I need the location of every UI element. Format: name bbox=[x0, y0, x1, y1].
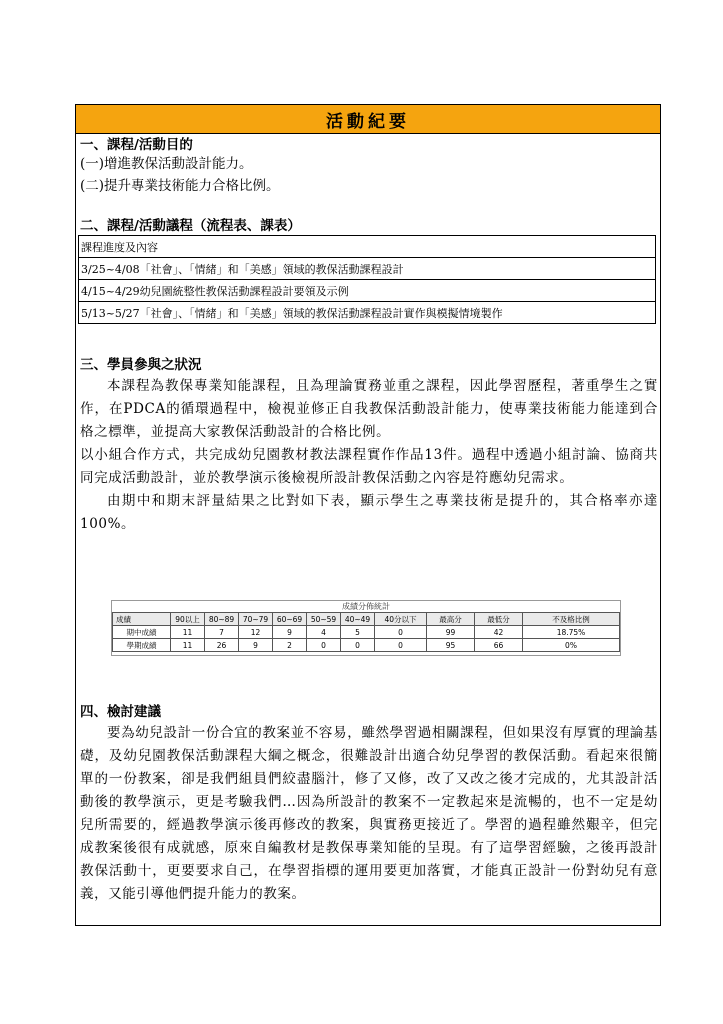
grade-cell: 7 bbox=[205, 626, 239, 639]
grade-header-cell: 60~69 bbox=[273, 613, 307, 626]
section3-paragraph-3: 由期中和期末評量結果之比對如下表，顯示學生之專業技術是提升的，其合格率亦達100%。 bbox=[80, 493, 658, 532]
grade-header-cell: 80~89 bbox=[205, 613, 239, 626]
grade-cell: 5 bbox=[341, 626, 375, 639]
schedule-cell: 課程進度及內容 bbox=[79, 236, 656, 258]
grade-table-caption: 成績分佈統計 bbox=[113, 601, 620, 613]
grade-cell: 26 bbox=[205, 639, 239, 652]
table-row bbox=[113, 626, 620, 639]
grade-cell: 66 bbox=[475, 639, 523, 652]
grade-cell: 0 bbox=[375, 639, 427, 652]
grade-cell: 0 bbox=[375, 626, 427, 639]
grade-cell: 期中成績 bbox=[113, 626, 171, 639]
schedule-cell: 3/25~4/08「社會」、「情緒」和「美感」領域的教保活動課程設計 bbox=[79, 258, 656, 280]
section1-item-2: (二)提升專業技術能力合格比例。 bbox=[80, 178, 280, 194]
grade-header-cell: 最低分 bbox=[475, 613, 523, 626]
section3-paragraph-1: 本課程為教保專業知能課程，且為理論實務並重之課程，因此學習歷程，著重學生之實作，在PDCA的循環過程中，檢視並修正自我教保活動設計能力，使專業技術能力能達到合格之標準，並提高大家教保活動設計的合格比例。 bbox=[80, 378, 658, 440]
grade-cell: 9 bbox=[239, 639, 273, 652]
grade-cell: 4 bbox=[307, 626, 341, 639]
grade-cell: 學期成績 bbox=[113, 639, 171, 652]
grade-cell: 11 bbox=[171, 626, 205, 639]
grade-cell: 0 bbox=[341, 639, 375, 652]
grade-cell: 18.75% bbox=[523, 626, 620, 639]
section2-heading: 二、課程/活動議程（流程表、課表） bbox=[80, 218, 301, 234]
grade-header-cell: 40分以下 bbox=[375, 613, 427, 626]
schedule-cell: 5/13~5/27「社會」、「情緒」和「美感」領域的教保活動課程設計實作與模擬情境製作 bbox=[79, 302, 656, 324]
grade-cell: 9 bbox=[273, 626, 307, 639]
schedule-cell: 4/15~4/29幼兒園統整性教保活動課程設計要領及示例 bbox=[79, 280, 656, 302]
grade-distribution-table bbox=[111, 600, 621, 656]
schedule-table bbox=[78, 235, 656, 324]
grade-header-cell: 90以上 bbox=[171, 613, 205, 626]
table-row bbox=[113, 613, 620, 626]
table-row bbox=[79, 280, 656, 302]
grade-cell: 99 bbox=[427, 626, 475, 639]
grade-header-cell: 70~79 bbox=[239, 613, 273, 626]
page-title: 活動紀要 bbox=[76, 105, 660, 134]
grade-cell: 2 bbox=[273, 639, 307, 652]
section3-body bbox=[80, 375, 658, 536]
section1-heading: 一、課程/活動目的 bbox=[80, 137, 193, 153]
section4-heading: 四、檢討建議 bbox=[80, 704, 161, 720]
grade-cell: 12 bbox=[239, 626, 273, 639]
grade-cell: 42 bbox=[475, 626, 523, 639]
grade-header-cell: 成績 bbox=[113, 613, 171, 626]
grade-header-cell: 50~59 bbox=[307, 613, 341, 626]
section4-body bbox=[80, 722, 658, 906]
section3-paragraph-2: 以小組合作方式，共完成幼兒園教材教法課程實作作品13件。過程中透過小組討論、協商共同完成活動設計，並於教學演示後檢視所設計教保活動之內容是符應幼兒需求。 bbox=[80, 447, 658, 486]
table-row bbox=[79, 236, 656, 258]
grade-header-cell: 不及格比例 bbox=[523, 613, 620, 626]
table-row bbox=[79, 258, 656, 280]
grade-header-cell: 40~49 bbox=[341, 613, 375, 626]
table-row bbox=[79, 302, 656, 324]
grade-cell: 0% bbox=[523, 639, 620, 652]
table-row bbox=[113, 639, 620, 652]
section4-paragraph: 要為幼兒設計一份合宜的教案並不容易，雖然學習過相關課程，但如果沒有厚實的理論基礎，及幼兒園教保活動課程大綱之概念，很難設計出適合幼兒學習的教保活動。看起來很簡單的一份教案，卻是我們組員們絞盡腦汁，修了又修，改了又改之後才完成的，尤其設計活動後的教學演示，更是考驗我們…因為所設計的教案不一定教起來是流暢的，也不一定是幼兒所需要的，經過教學演示後再修改的教案，與實務更接近了。學習的過程雖然艱辛，但完成教案後很有成就感，原來自編教材是教保專業知能的呈現。有了這學習經驗，之後再設計教保活動十，更要要求自己，在學習指標的運用要更加落實，才能真正設計一份對幼兒有意義，又能引導他們提升能力的教案。 bbox=[80, 725, 658, 902]
section3-heading: 三、學員參與之狀況 bbox=[80, 357, 202, 373]
grade-cell: 0 bbox=[307, 639, 341, 652]
grade-cell: 95 bbox=[427, 639, 475, 652]
section1-item-1: (一)增進教保活動設計能力。 bbox=[80, 156, 253, 172]
grade-cell: 11 bbox=[171, 639, 205, 652]
grade-header-cell: 最高分 bbox=[427, 613, 475, 626]
activity-summary-frame bbox=[75, 104, 661, 926]
